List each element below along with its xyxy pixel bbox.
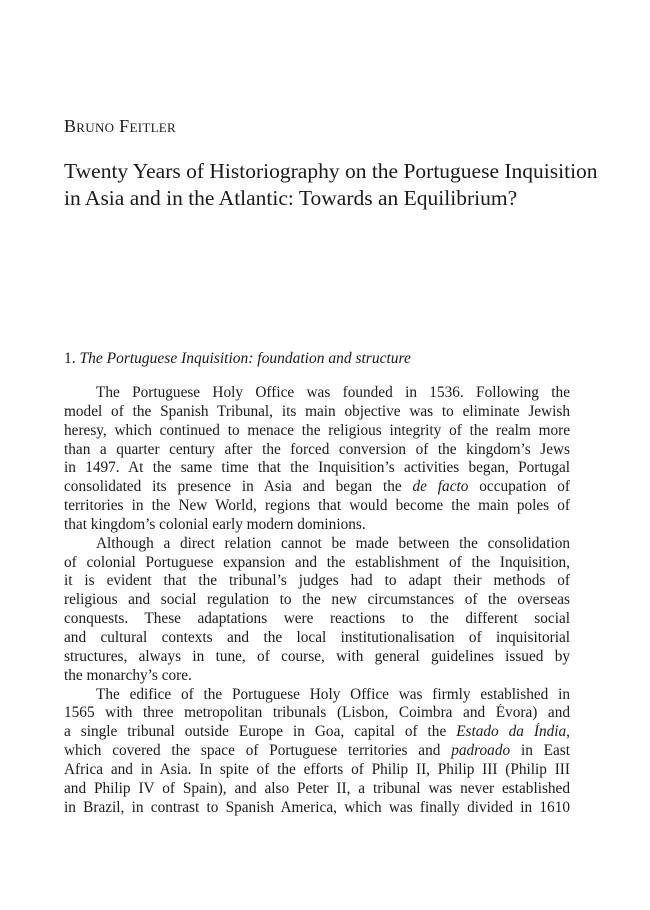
text-line: a single tribunal outside Europe in Goa, capital of the Estado da Índia, [64, 723, 570, 741]
text-line: structures, always in tune, of course, with general guidelines issued by [64, 647, 570, 665]
paragraph-2 [64, 535, 570, 686]
text-line: it is evident that the tribunal’s judges had to adapt their methods of [64, 572, 570, 590]
text-line: Although a direct relation cannot be made between the consolidation [96, 534, 570, 552]
article-title [64, 158, 604, 212]
text-line: consolidated its presence in Asia and began the de facto occupation of [64, 478, 570, 496]
title-line-1: Twenty Years of Historiography on the Portuguese Inquisition [64, 159, 598, 183]
section-number: 1. [64, 350, 76, 367]
italic-term: de facto [412, 478, 469, 496]
text-line: than a quarter century after the forced conversion of the kingdom’s Jews [64, 440, 570, 458]
text-line: in 1497. At the same time that the Inquisition’s activities began, Portugal [64, 459, 570, 477]
paragraph-3 [64, 686, 570, 818]
text-line: religious and social regulation to the new circumstances of the overseas [64, 591, 570, 609]
text-line: 1565 with three metropolitan tribunals (Lisbon, Coimbra and Évora) and [64, 704, 570, 722]
section-heading [64, 350, 411, 368]
title-line-2: in Asia and in the Atlantic: Towards an Equilibrium? [64, 186, 518, 210]
text-line: conquests. These adaptations were reactions to the different social [64, 610, 570, 628]
body-text [64, 384, 570, 817]
text-line: The Portuguese Holy Office was founded in 1536. Following the [96, 384, 570, 401]
paragraph-1 [64, 384, 570, 535]
text-line: territories in the New World, regions that would become the main poles of [64, 497, 570, 515]
text-line: Africa and in Asia. In spite of the efforts of Philip II, Philip III (Philip III [64, 760, 570, 778]
italic-term: Estado da Índia [456, 723, 567, 741]
text-line: in Brazil, in contrast to Spanish America, which was finally divided in 1610 [64, 798, 570, 816]
text-line: heresy, which continued to menace the religious integrity of the realm more [64, 421, 570, 439]
text-line: and cultural contexts and the local institutionalisation of inquisitorial [64, 628, 570, 646]
text-line: that kingdom’s colonial early modern dominions. [64, 515, 366, 533]
text-line: model of the Spanish Tribunal, its main objective was to eliminate Jewish [64, 402, 570, 420]
italic-term: padroado [451, 742, 511, 760]
text-line: and Philip IV of Spain), and also Peter II, a tribunal was never established [64, 779, 570, 797]
section-title: The Portuguese Inquisition: foundation and structure [79, 350, 411, 367]
text-line: The edifice of the Portuguese Holy Office was firmly established in [96, 685, 570, 703]
author-name: Bruno Feitler [64, 116, 177, 136]
text-line: of colonial Portuguese expansion and the establishment of the Inquisition, [64, 553, 570, 571]
text-line: which covered the space of Portuguese territories and padroado in East [64, 742, 570, 760]
text-line: the monarchy’s core. [64, 666, 192, 684]
